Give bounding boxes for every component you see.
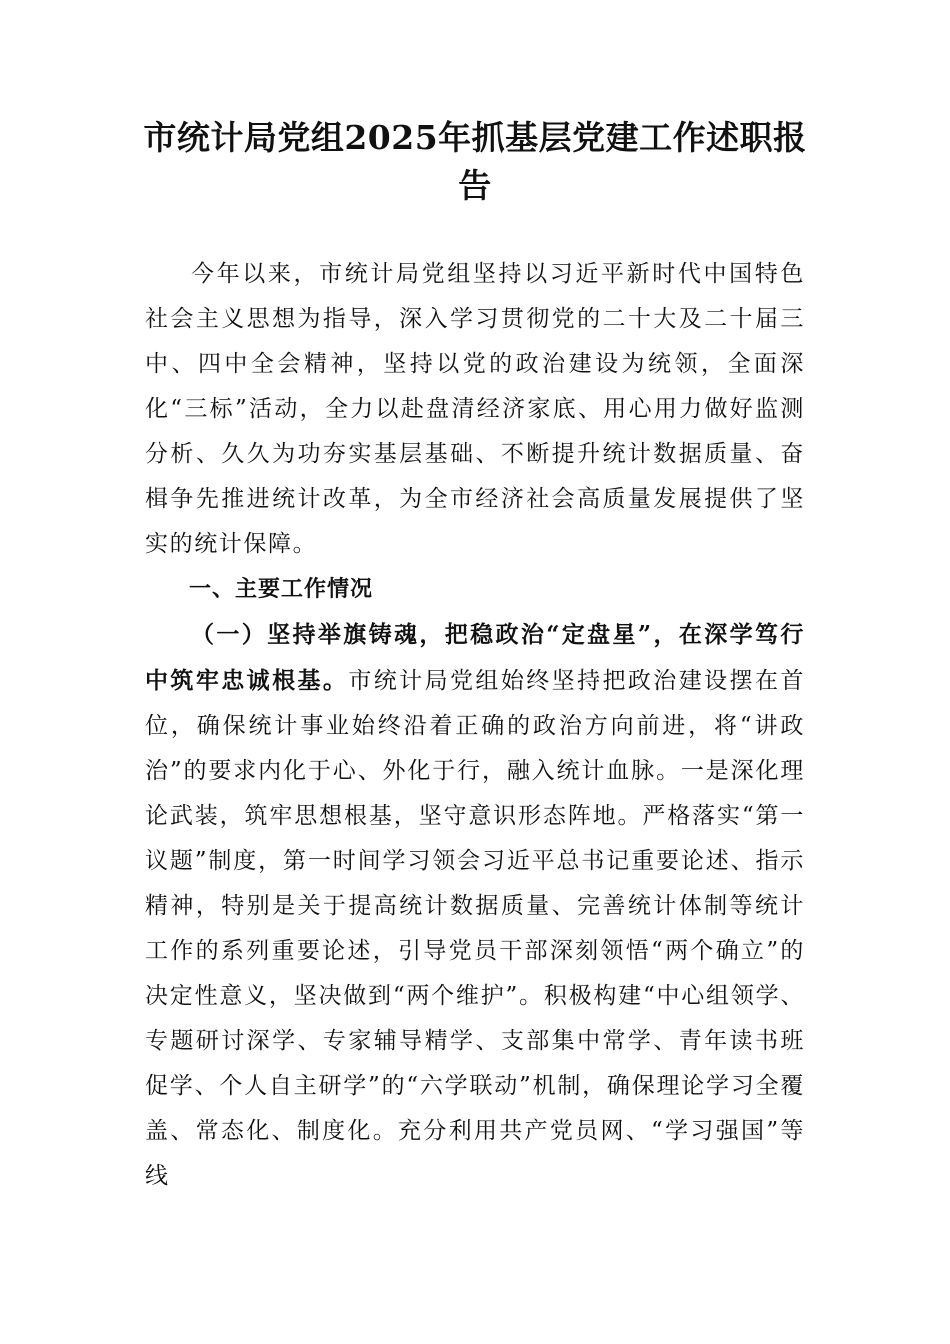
subsection-text: 市统计局党组始终坚持把政治建设摆在首位，确保统计事业始终沿着正确的政治方向前进，将“讲政治”的要求内化于心、外化于行，融入统计血脉。一是深化理论武装，筑牢思想根基，坚守意识形态阵地。严格落实“第一议题”制度，第一时间学习领会习近平总书记重要论述、指示精神，特别是关于提高统计数据质量、完善统计体制等统计工作的系列重要论述，引导党员干部深刻领悟“两个确立”的决定性意义，坚决做到“两个维护”。积极构建“中心组领学、专题研讨深学、专家辅导精学、支部集中常学、青年读书班促学、个人自主研学”的“六学联动”机制，确保理论学习全覆盖、常态化、制度化。充分利用共产党员网、“学习强国”等线 (145, 668, 805, 1189)
document-body (145, 252, 805, 1199)
subsection-paragraph (145, 612, 805, 1199)
subsection-lead: （一）坚持举旗铸魂，把稳政治“定盘星”，在深学笃行中筑牢忠诚根基。 (145, 621, 805, 694)
section-heading: 一、主要工作情况 (189, 577, 374, 602)
document-title: 市统计局党组2025年抓基层党建工作述职报告 (143, 118, 807, 205)
intro-paragraph: 今年以来，市统计局党组坚持以习近平新时代中国特色社会主义思想为指导，深入学习贯彻党的二十大及二十届三中、四中全会精神，坚持以党的政治建设为统领，全面深化“三标”活动，全力以赴盘清经济家底、用心用力做好监测分析、久久为功夯实基层基础、不断提升统计数据质量、奋楫争先推进统计改革，为全市经济社会高质量发展提供了坚实的统计保障。 (145, 261, 805, 557)
